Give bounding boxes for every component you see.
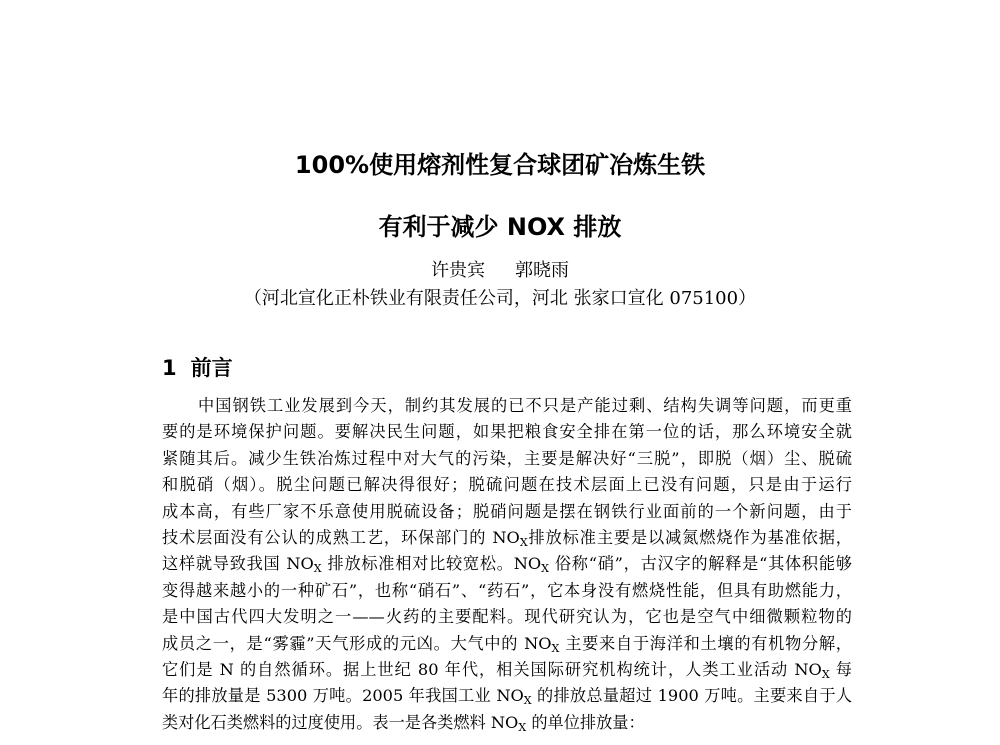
- subscript: X: [519, 535, 528, 549]
- subscript: X: [541, 562, 549, 576]
- section-number: 1: [162, 356, 177, 380]
- paragraph-line: 紧随其后。减少生铁冶炼过程中对大气的污染，主要是解决好“三脱”，即脱（烟）尘、脱硫: [162, 448, 852, 468]
- paper-title-line-1: 100%使用熔剂性复合球团矿冶炼生铁: [294, 151, 706, 179]
- paragraph-line: 中国钢铁工业发展到今天，制约其发展的已不只是产能过剩、结构失调等问题，而更重: [198, 396, 852, 415]
- paragraph-line: 类对化石类燃料的过度使用。表一是各类燃料 $NO_X$ 的单位排放量：: [162, 712, 645, 734]
- paragraph-line: 它们是 N 的自然循环。据上世纪 80 年代，相关国际研究机构统计，人类工业活动 $NO_X$ 每: [162, 659, 852, 681]
- author-name: 许贵宾: [431, 260, 485, 281]
- paragraph-line: 技术层面没有公认的成熟工艺，环保部门的 $NO_X$排放标准主要是以减氮燃烧作为基准依据，: [162, 527, 852, 549]
- subscript: X: [523, 694, 532, 708]
- paragraph-line: 这样就导致我国 $NO_X$ 排放标准相对比较宽松。$NO_X$ 俗称“硝”，古汉字的解释是“其体积能够: [162, 554, 852, 576]
- paragraph-line: 要的是环境保护问题。要解决民生问题，如果把粮食安全排在第一位的话，那么环境安全就: [162, 422, 852, 442]
- subscript: X: [313, 562, 322, 576]
- subscript: X: [551, 641, 560, 655]
- section-title: 前言: [190, 356, 233, 380]
- author-name: 郭晓雨: [515, 260, 569, 281]
- author-affiliation: （河北宣化正朴铁业有限责任公司，河北 张家口宣化 075100）: [243, 288, 757, 309]
- paragraph-line: 成本高，有些厂家不乐意使用脱硫设备；脱硝问题是摆在钢铁行业面前的一个新问题，由于: [162, 501, 852, 521]
- paragraph-line: 变得越来越小的一种矿石”，也称“硝石”、“药石”，它本身没有燃烧性能，但具有助燃能力，: [162, 580, 852, 600]
- paragraph-line: 和脱硝（烟）。脱尘问题已解决得很好；脱硫问题在技术层面上已没有问题，只是由于运行: [162, 475, 852, 495]
- author-list: [0, 256, 1000, 282]
- paper-title-line-2: 有利于减少 NOX 排放: [378, 213, 622, 241]
- subscript: X: [518, 720, 527, 734]
- paragraph-line: 是中国古代四大发明之一——火药的主要配料。现代研究认为，它也是空气中细微颗粒物的: [162, 607, 852, 627]
- subscript: X: [821, 667, 830, 681]
- section-heading: [162, 352, 233, 382]
- body-paragraph: [162, 393, 852, 736]
- paragraph-line: 年的排放量是 5300 万吨。2005 年我国工业 $NO_X$ 的排放总量超过 1900 万吨。主要来自于人: [162, 686, 852, 708]
- paragraph-line: 成员之一，是“雾霾”天气形成的元凶。大气中的 $NO_X$ 主要来自于海洋和土壤的有机物分解，: [162, 633, 852, 655]
